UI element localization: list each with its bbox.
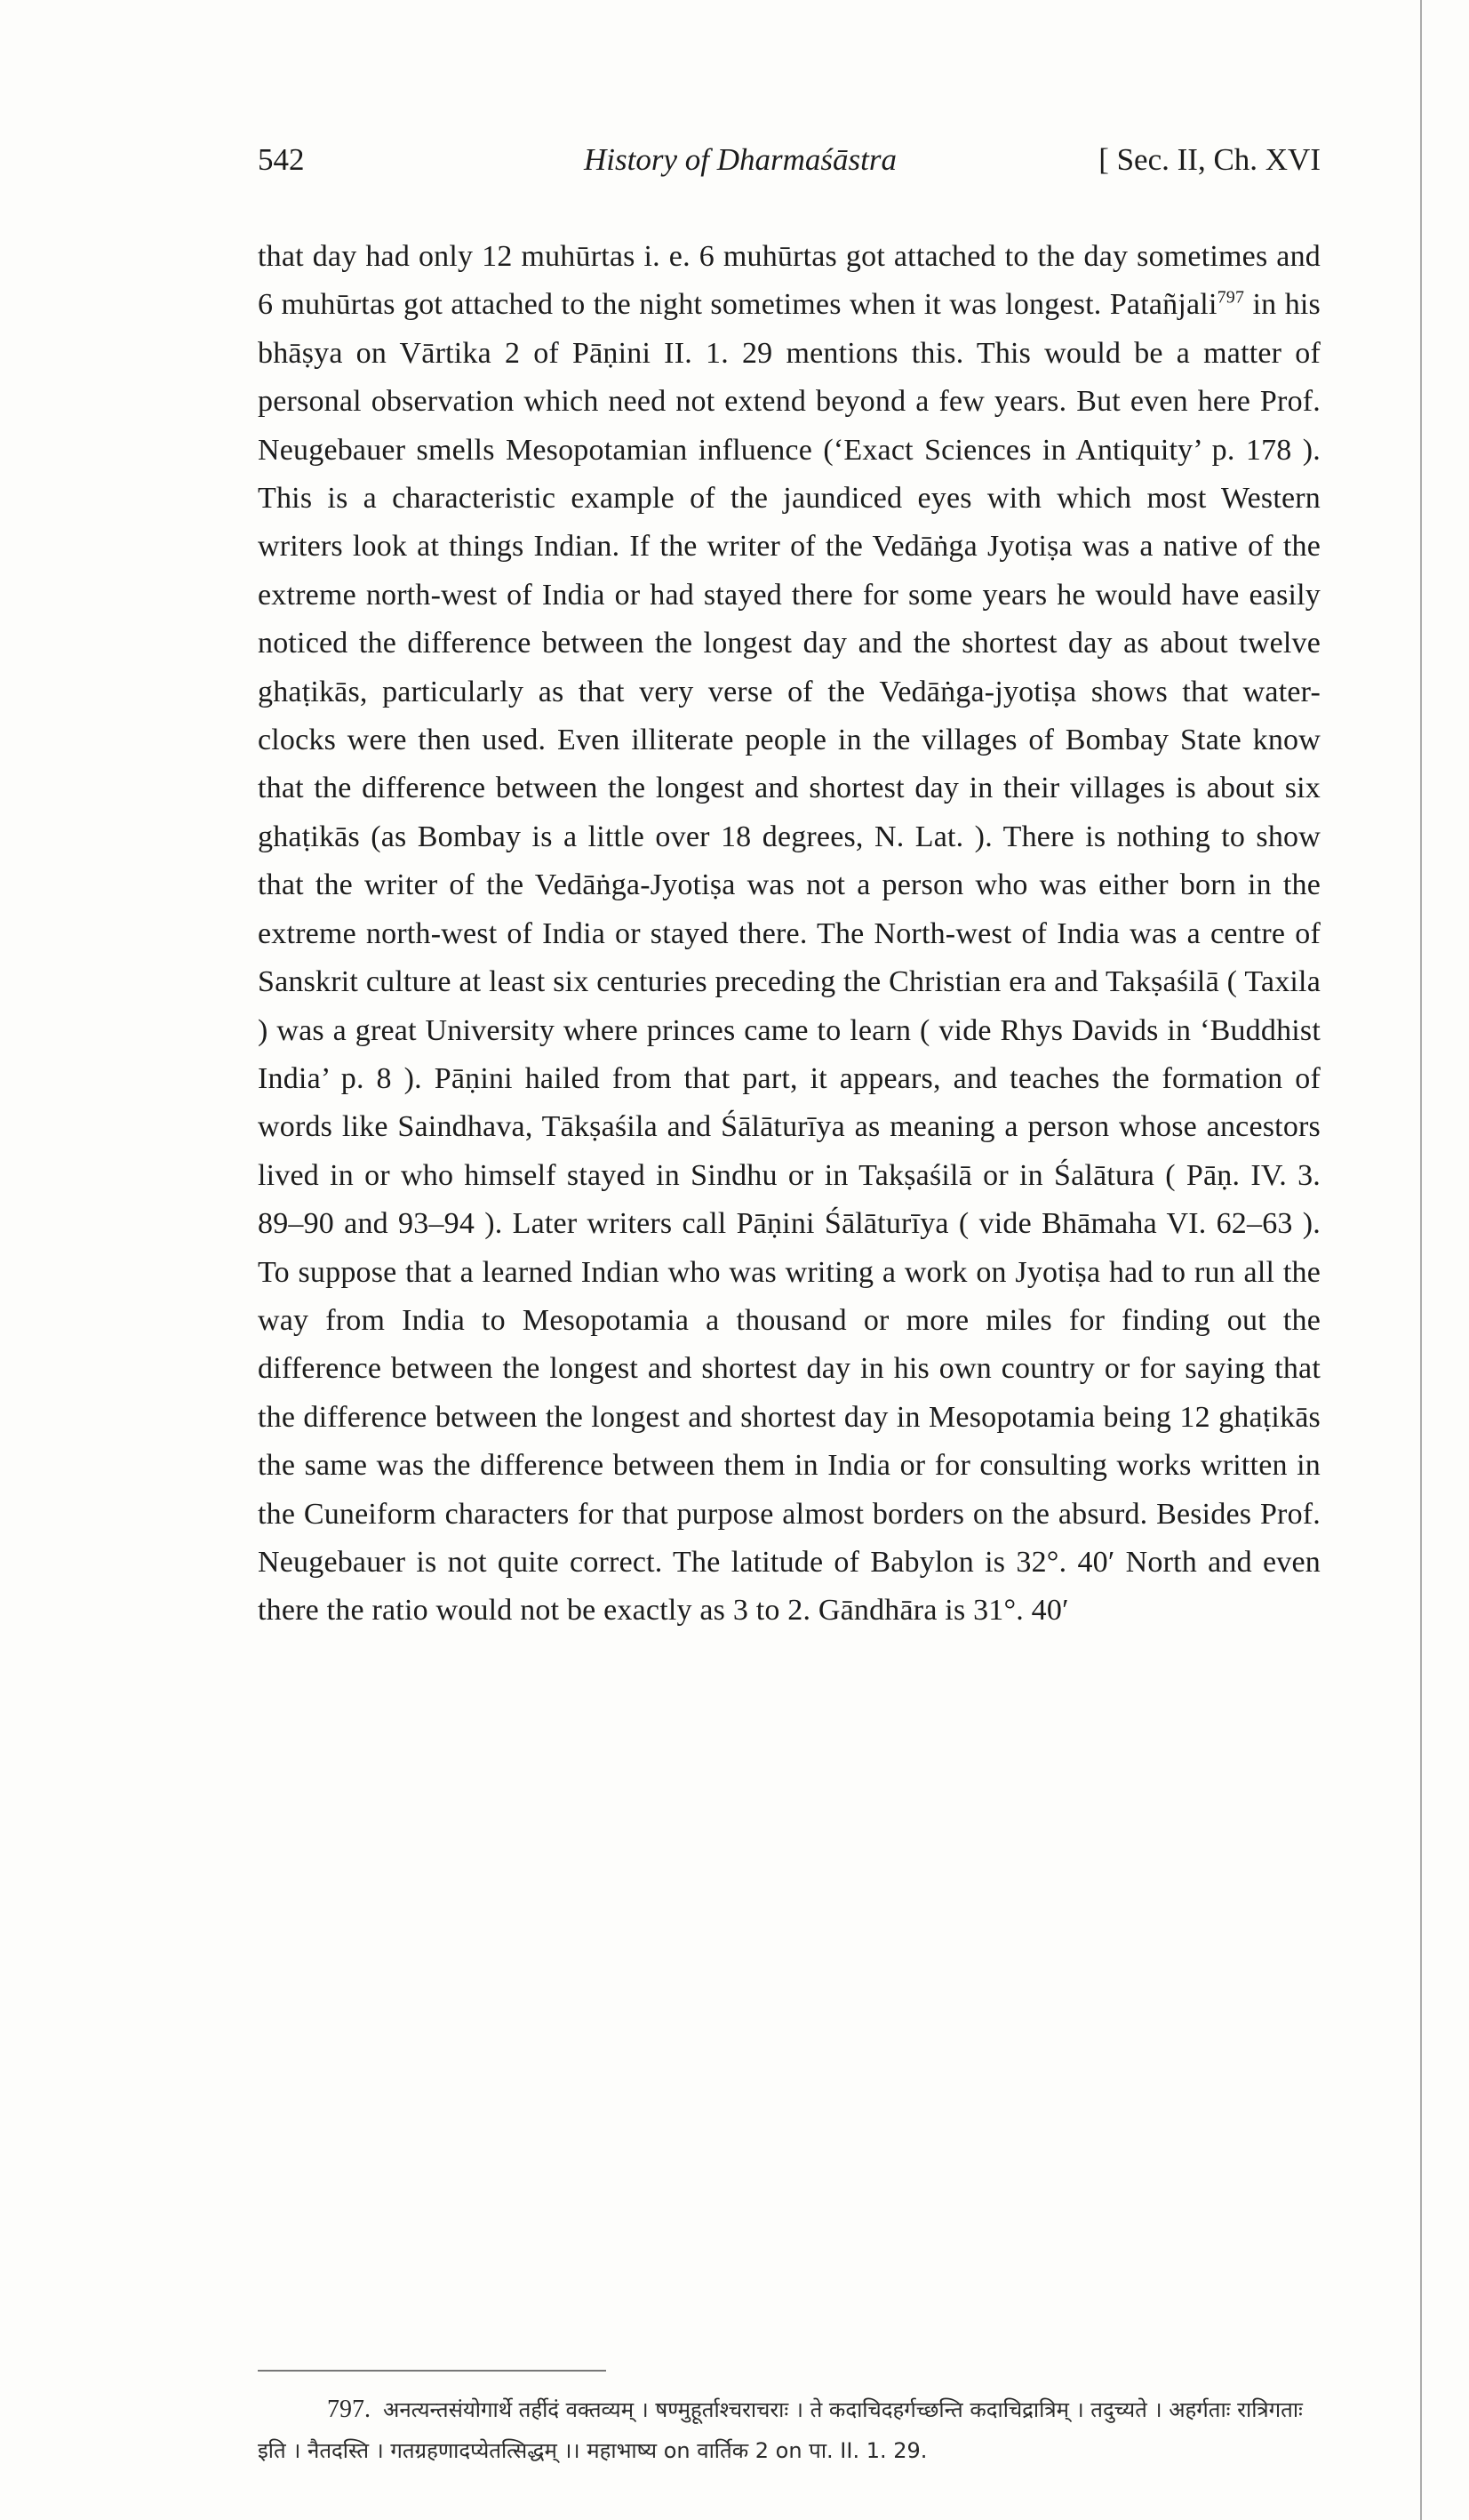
footnote-marker: 797 <box>1217 288 1245 308</box>
footnote-divider <box>258 2370 606 2372</box>
section-reference: [ Sec. II, Ch. XVI <box>1098 142 1321 177</box>
page-number: 542 <box>258 142 305 177</box>
body-text-part-1: that day had only 12 muhūrtas i. e. 6 muhūrtas got attached to the day sometimes and 6 muhūrtas got attached to the night sometimes when it was longest. Patañjali <box>258 240 1321 322</box>
footnote-text: अनत्यन्तसंयोगार्थे तर्हीदं वक्तव्यम् । षण्मुहूर्ताश्चराचराः । ते कदाचिदहर्गच्छन्ति कदाचिद्रात्रिम् । तदुच्यते । अहर्गताः रात्रिगताः इति । नैतदस्ति । गतग्रहणादप्येतत्सिद्धम् ।। महाभाष्य on वार्तिक 2 on पा. II. 1. 29. <box>258 2397 1303 2463</box>
page-header <box>258 142 1321 192</box>
footnote <box>258 2389 1321 2471</box>
footnote-number: 797. <box>327 2396 371 2423</box>
binding-edge-line <box>1420 0 1422 2520</box>
body-text-part-2: in his bhāṣya on Vārtika 2 of Pāṇini II. 1. 29 mentions this. This would be a matter of personal observation which need not extend beyond a few years. But even here Prof. Neugebauer smells Mesopotamian influence (‘Exact Sciences in Antiquity’ p. 178 ). This is a characteristic example of the jaundiced eyes with which most Western writers look at things Indian. If the writer of the Vedāṅga Jyotiṣa was a native of the extreme north-west of India or had stayed there for some years he would have easily noticed the difference between the longest day and the shortest day as about twelve ghaṭikās, particularly as that very verse of the Vedāṅga-jyotiṣa shows that water-clocks were then used. Even illiterate people in the villages of Bombay State know that the difference between the longest and shortest day in their villages is about six ghaṭikās (as Bombay is a little over 18 degrees, N. Lat. ). There is nothing to show that the writer of the Vedāṅga-Jyotiṣa was not a person who was either born in the extreme north-west of India or stayed there. The North-west of India was a centre of Sanskrit culture at least six centuries preceding the Christian era and Takṣaśilā ( Taxila ) was a great University where princes came to learn ( vide Rhys Davids in ‘Buddhist India’ p. 8 ). Pāṇini hailed from that part, it appears, and teaches the formation of words like Saindhava, Tākṣaśila and Śālāturīya as meaning a person whose ancestors lived in or who himself stayed in Sindhu or in Takṣaśilā or in Śalātura ( Pāṇ. IV. 3. 89–90 and 93–94 ). Later writers call Pāṇini Śālāturīya ( vide Bhāmaha VI. 62–63 ). To suppose that a learned Indian who was writing a work on Jyotiṣa had to run all the way from India to Mesopotamia a thousand or more miles for finding out the difference between the longest and shortest day in his own country or for saying that the difference between the longest and shortest day in Mesopotamia being 12 ghaṭikās the same was the difference between them in India or for consulting works written in the Cuneiform characters for that purpose almost borders on the absurd. Besides Prof. Neugebauer is not quite correct. The latitude of Babylon is 32°. 40′ North and even there the ratio would not be exactly as 3 to 2. Gāndhāra is 31°. 40′ <box>258 288 1321 1628</box>
body-paragraph <box>258 233 1321 1636</box>
running-title: History of Dharmaśāstra <box>584 142 897 177</box>
